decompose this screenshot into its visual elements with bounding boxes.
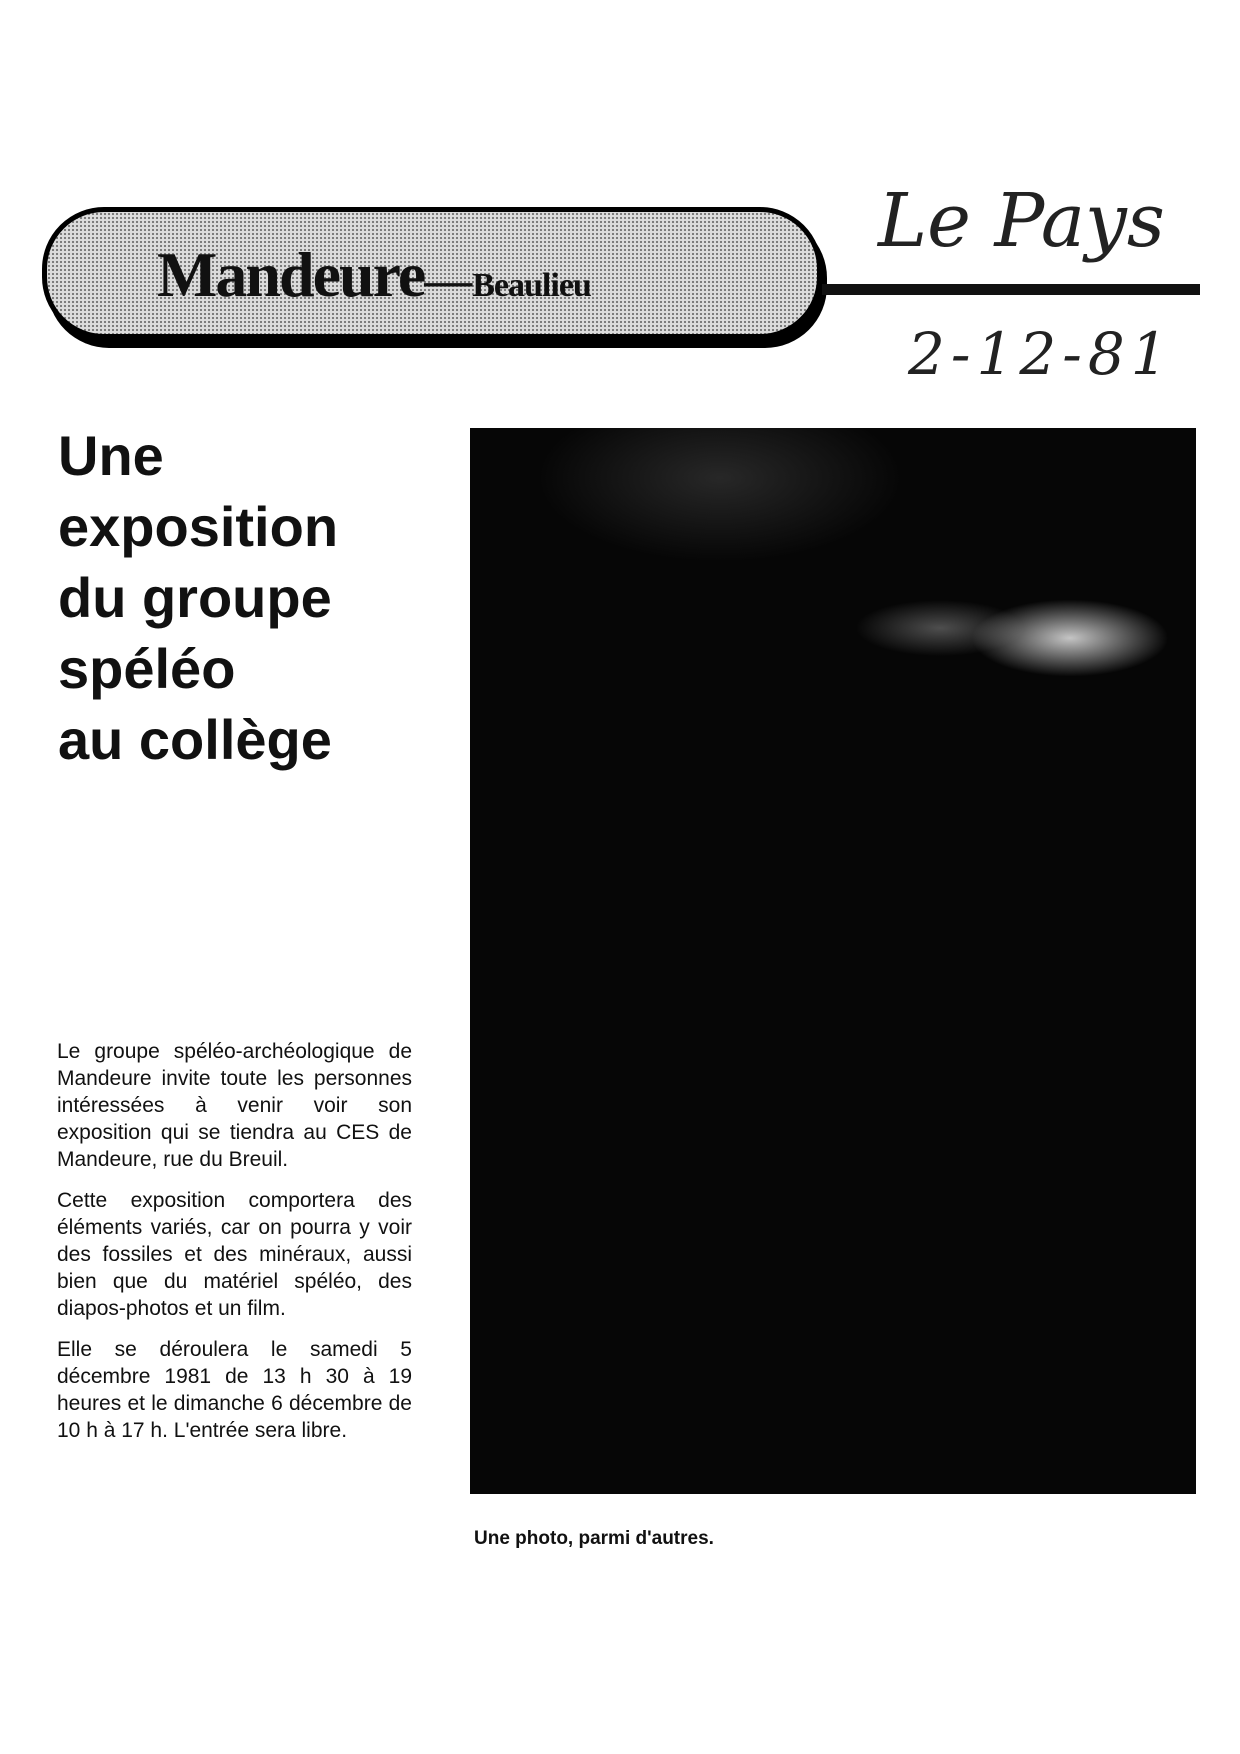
section-banner: [42, 207, 822, 339]
headline-line: spéléo: [58, 637, 236, 700]
article-headline: [58, 420, 458, 775]
banner-title: Mandeure: [157, 239, 425, 310]
body-paragraph: Elle se déroulera le samedi 5 décembre 1981 de 13 h 30 à 19 heures et le dimanche 6 décembre de 10 h à 17 h. L'entrée sera libre.: [57, 1338, 412, 1442]
photo-caption: Une photo, parmi d'autres.: [474, 1528, 714, 1549]
banner-text: [157, 238, 591, 312]
banner-subtitle: Beaulieu: [472, 267, 591, 304]
body-paragraph: Le groupe spéléo-archéologique de Mandeure invite toute les personnes intéressées à venir voir son exposition qui se tiendra au CES de Mandeure, rue du Breuil.: [57, 1040, 412, 1171]
article-photo: [470, 428, 1196, 1494]
headline-line: au collège: [58, 708, 332, 771]
header-rule: [822, 284, 1200, 295]
handwritten-source-note: Le Pays: [878, 178, 1165, 264]
article-body: [57, 1038, 412, 1458]
headline-line: Une: [58, 424, 164, 487]
headline-line: exposition: [58, 495, 339, 558]
banner-separator: —: [424, 254, 473, 307]
body-paragraph: Cette exposition comportera des éléments variés, car on pourra y voir des fossiles et des minéraux, aussi bien que du matériel spéléo, des diapos-photos et un film.: [57, 1189, 412, 1320]
handwritten-date-note: 2-12-81: [908, 320, 1174, 388]
headline-line: du groupe: [58, 566, 332, 629]
